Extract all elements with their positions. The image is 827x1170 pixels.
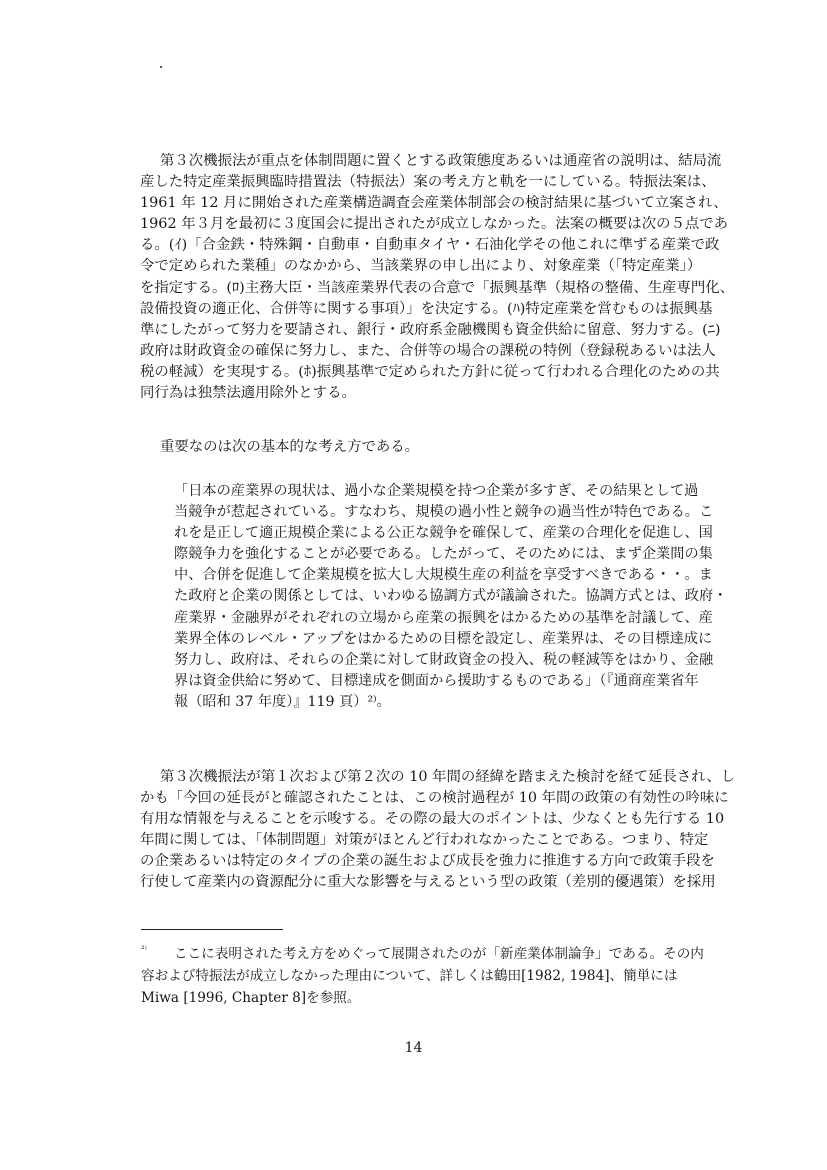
text-line: かも「今回の延長がと確認されたことは、この検討過程が 10 年間の政策の有効性の吟味に xyxy=(140,790,729,807)
footnote-continuation xyxy=(141,966,678,1010)
quote-line: 努力し、政府は、それらの企業に対して財政資金の投入、税の軽減等をはかり、金融 xyxy=(174,651,714,668)
text-line: 設備投資の適正化、合併等に関する事項）」を決定する。(ﾊ)特定産業を営むものは振興基 xyxy=(140,300,713,317)
text-line: 令で定められた業種」のなかから、当該業界の申し出により、対象産業（「特定産業」） xyxy=(140,258,702,275)
text-line: 行使して産業内の資源配分に重大な影響を与えるという型の政策（差別的優遇策）を採用 xyxy=(140,874,716,891)
text-line: 有用な情報を与えることを示唆する。その際の最大のポイントは、少なくとも先行する 10 xyxy=(140,811,725,828)
text-line: 産した特定産業振興臨時措置法（特振法）案の考え方と軌を一にしている。特振法案は、 xyxy=(140,174,716,191)
footnote-line: Miwa [1996, Chapter 8]を参照。 xyxy=(141,989,361,1006)
text-line: 年間に関しては、「体制問題」対策がほとんど行われなかったことである。つまり、特定 xyxy=(140,832,709,849)
paragraph-2 xyxy=(140,437,419,458)
footnote-line: 容および特振法が成立しなかった理由について、詳しくは鶴田[1982, 1984]、簡単には xyxy=(141,967,678,984)
quote-line: れを是正して適正規模企業による公正な競争を確保して、産業の合理化を促進し、国 xyxy=(174,525,713,542)
quote-line: 報（昭和 37 年度）』119 頁）²⁾。 xyxy=(174,693,391,710)
text-line: 税の軽減）を実現する。(ﾎ)振興基準で定められた方針に従って行われる合理化のための共 xyxy=(140,363,720,380)
quote-line: 界は資金供給に努めて、目標達成を側面から援助するものである」（『通商産業省年 xyxy=(174,672,699,689)
text-line: を指定する。(ﾛ)主務大臣・当該産業界代表の合意で「振興基準（規格の整備、生産専門化、 xyxy=(140,279,735,296)
text-line: 重要なのは次の基本的な考え方である。 xyxy=(160,439,420,455)
paragraph-1 xyxy=(140,151,735,404)
text-line: 1962 年３月を最初に３度国会に提出されたが成立しなかった。法案の概要は次の５点であ xyxy=(140,216,729,233)
text-line: 第３次機振法が第１次および第２次の 10 年間の経緯を踏まえた検討を経て延長され、し xyxy=(160,769,736,785)
text-line: る。(ｲ)「合金鉄・特殊鋼・自動車・自動車タイヤ・石油化学その他これに準ずる産業で政 xyxy=(140,237,720,254)
text-line: 1961 年 12 月に開始された産業構造調査会産業体制部会の検討結果に基づいて立案され、 xyxy=(140,195,728,212)
quote-line: 中、合併を促進して企業規模を拡大し大規模生産の利益を享受すべきである・・。ま xyxy=(174,567,713,584)
page-number: 14 xyxy=(404,1040,423,1056)
footnote-separator xyxy=(141,929,283,930)
quote-line: 業界全体のレベル・アップをはかるための目標を設定し、産業界は、その目標達成に xyxy=(174,630,713,647)
text-line: の企業あるいは特定のタイプの企業の誕生および成長を強力に推進する方向で政策手段を xyxy=(140,853,715,870)
paragraph-3 xyxy=(140,767,735,894)
text-line: 政府は財政資金の確保に努力し、また、合併等の場合の課税の特例（登録税あるいは法人 xyxy=(140,342,716,359)
footnote-line: ここに表明された考え方をめぐって展開されたのが「新産業体制論争」である。その内 xyxy=(174,946,704,962)
text-line: 準にしたがって努力を要請され、銀行・政府系金融機関も資金供給に留意、努力する。(ﾆ) xyxy=(140,321,721,338)
quote-line: 「日本の産業界の現状は、過小な企業規模を持つ企業が多すぎ、その結果として過 xyxy=(174,483,699,499)
text-line: 同行為は独禁法適用除外とする。 xyxy=(140,385,356,402)
block-quote xyxy=(174,481,728,713)
quote-line: 当競争が惹起されている。すなわち、規模の過小性と競争の過当性が特色である。こ xyxy=(174,504,714,521)
text-line: 第３次機振法が重点を体制問題に置くとする政策態度あるいは通産省の説明は、結局流 xyxy=(160,153,722,169)
scan-speck xyxy=(160,66,162,68)
footnote-marker: ²⁾ xyxy=(141,945,147,955)
quote-line: た政府と企業の関係としては、いわゆる協調方式が議論された。協調方式とは、政府・ xyxy=(174,588,728,605)
footnote-first-line xyxy=(174,944,704,966)
quote-line: 際競争力を強化することが必要である。したがって、そのためには、まず企業間の集 xyxy=(174,546,713,563)
quote-line: 産業界・金融界がそれぞれの立場から産業の振興をはかるための基準を討議して、産 xyxy=(174,609,713,626)
